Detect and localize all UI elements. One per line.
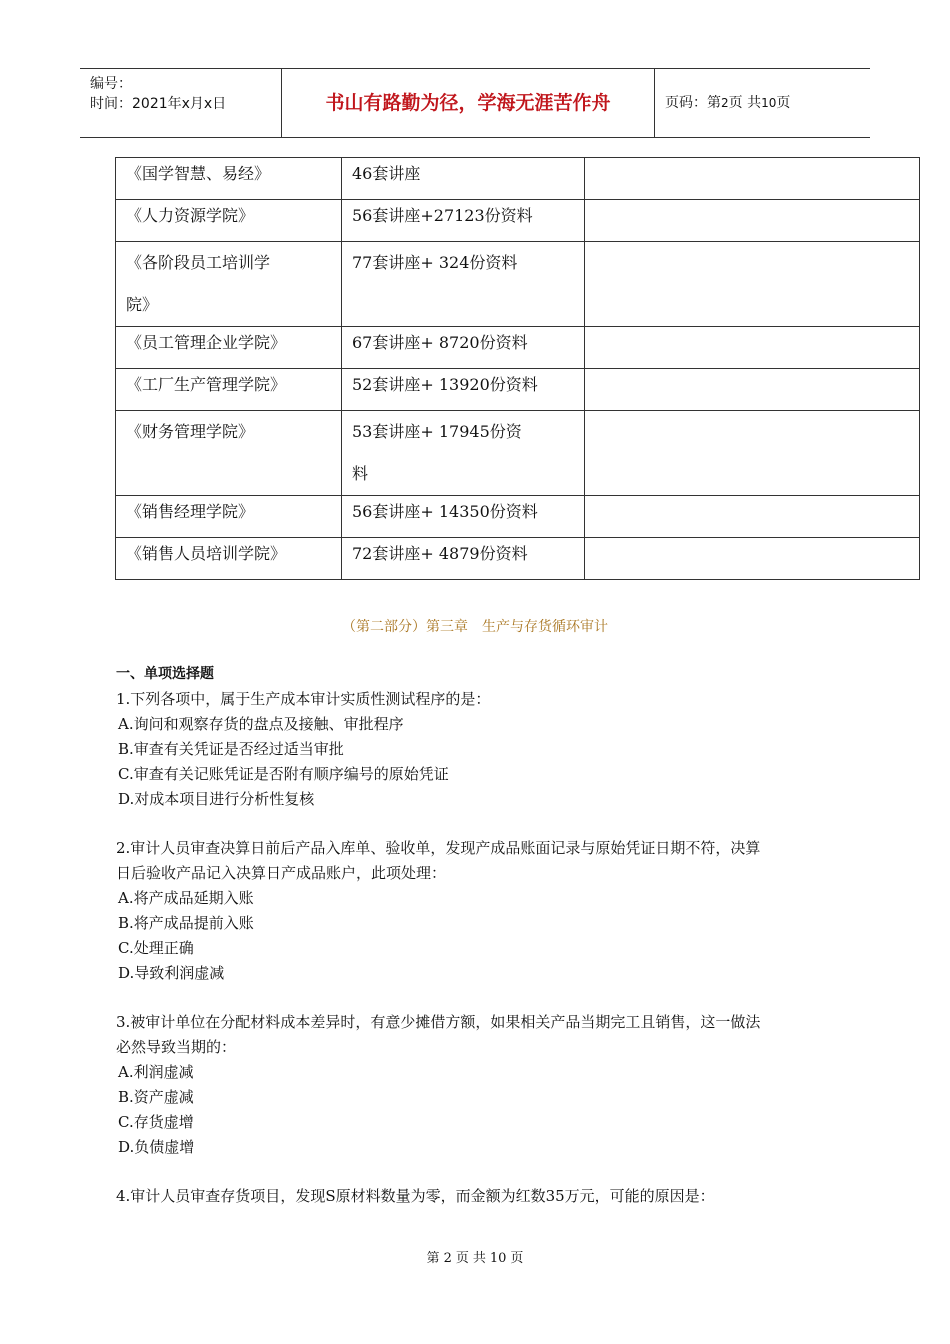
question-option: D.导致利润虚减 bbox=[118, 964, 225, 982]
time-label: 时间：2021年x月x日 bbox=[90, 96, 227, 112]
table-cell-count: 53套讲座+ 17945份资 料 bbox=[342, 411, 585, 496]
table-cell-count: 77套讲座+ 324份资料 bbox=[342, 242, 585, 327]
table-row bbox=[116, 327, 920, 369]
table-cell-note bbox=[585, 496, 920, 538]
table-row bbox=[116, 496, 920, 538]
question-text: 4.审计人员审查存货项目，发现S原材料数量为零，而金额为红数35万元，可能的原因是： bbox=[116, 1187, 715, 1205]
header-motto: 书山有路勤为径，学海无涯苦作舟 bbox=[281, 69, 655, 137]
question-item bbox=[116, 687, 836, 812]
table-cell-count: 72套讲座+ 4879份资料 bbox=[342, 538, 585, 580]
table-cell-name: 《销售人员培训学院》 bbox=[116, 538, 342, 580]
table-cell-note bbox=[585, 327, 920, 369]
page-footer: 第 2 页 共 10 页 bbox=[426, 1251, 524, 1266]
question-text: 日后验收产品记入决算日产成品账户，此项处理： bbox=[116, 864, 447, 882]
table-cell-name: 《工厂生产管理学院》 bbox=[116, 369, 342, 411]
table-cell-name: 《财务管理学院》 bbox=[116, 411, 342, 496]
table-cell-note bbox=[585, 369, 920, 411]
question-option: D.负债虚增 bbox=[118, 1138, 195, 1156]
question-item bbox=[116, 836, 836, 986]
question-option: C.存货虚增 bbox=[118, 1113, 194, 1131]
page-header bbox=[80, 68, 870, 138]
question-section bbox=[116, 662, 836, 1209]
footer-page-number: 2 bbox=[443, 1251, 452, 1266]
question-text: 必然导致当期的： bbox=[116, 1038, 237, 1056]
table-cell-count: 46套讲座 bbox=[342, 158, 585, 200]
page-total: 10 bbox=[761, 96, 777, 110]
table-cell-name: 《销售经理学院》 bbox=[116, 496, 342, 538]
question-option: B.资产虚减 bbox=[118, 1088, 194, 1106]
serial-label: 编号： bbox=[90, 76, 132, 92]
table-cell-count: 56套讲座+27123份资料 bbox=[342, 200, 585, 242]
table-cell-count: 56套讲座+ 14350份资料 bbox=[342, 496, 585, 538]
header-meta bbox=[80, 69, 280, 137]
table-row bbox=[116, 158, 920, 200]
table-row bbox=[116, 411, 920, 496]
section-title: 一、单项选择题 bbox=[116, 666, 214, 682]
table-row bbox=[116, 200, 920, 242]
table-cell-name: 《各阶段员工培训学 院》 bbox=[116, 242, 342, 327]
table-cell-note bbox=[585, 200, 920, 242]
question-item bbox=[116, 1010, 836, 1160]
question-item bbox=[116, 1184, 836, 1209]
question-option: A.将产成品延期入账 bbox=[118, 889, 254, 907]
question-option: C.审查有关记账凭证是否附有顺序编号的原始凭证 bbox=[118, 765, 449, 783]
table-cell-name: 《员工管理企业学院》 bbox=[116, 327, 342, 369]
question-option: B.审查有关凭证是否经过适当审批 bbox=[118, 740, 344, 758]
course-table bbox=[115, 157, 920, 580]
question-option: A.询问和观察存货的盘点及接触、审批程序 bbox=[118, 715, 404, 733]
question-option: B.将产成品提前入账 bbox=[118, 914, 254, 932]
footer-page-total: 10 bbox=[489, 1251, 507, 1266]
question-text: 1.下列各项中，属于生产成本审计实质性测试程序的是： bbox=[116, 690, 491, 708]
table-row bbox=[116, 538, 920, 580]
table-row bbox=[116, 242, 920, 327]
chapter-title: （第二部分）第三章 生产与存货循环审计 bbox=[342, 619, 608, 635]
question-option: D.对成本项目进行分析性复核 bbox=[118, 790, 315, 808]
header-page-info: 页码：第2页 共10页 bbox=[665, 95, 791, 111]
table-cell-count: 67套讲座+ 8720份资料 bbox=[342, 327, 585, 369]
page-number: 2 bbox=[721, 96, 729, 110]
table-cell-name: 《国学智慧、易经》 bbox=[116, 158, 342, 200]
question-text: 3.被审计单位在分配材料成本差异时，有意少摊借方额，如果相关产品当期完工且销售，这一做法 bbox=[116, 1013, 761, 1031]
table-cell-count: 52套讲座+ 13920份资料 bbox=[342, 369, 585, 411]
table-cell-note bbox=[585, 538, 920, 580]
question-option: C.处理正确 bbox=[118, 939, 194, 957]
table-cell-name: 《人力资源学院》 bbox=[116, 200, 342, 242]
table-cell-note bbox=[585, 411, 920, 496]
table-cell-note bbox=[585, 242, 920, 327]
table-row bbox=[116, 369, 920, 411]
question-text: 2.审计人员审查决算日前后产品入库单、验收单，发现产成品账面记录与原始凭证日期不符，决算 bbox=[116, 839, 761, 857]
question-option: A.利润虚减 bbox=[118, 1063, 194, 1081]
table-cell-note bbox=[585, 158, 920, 200]
